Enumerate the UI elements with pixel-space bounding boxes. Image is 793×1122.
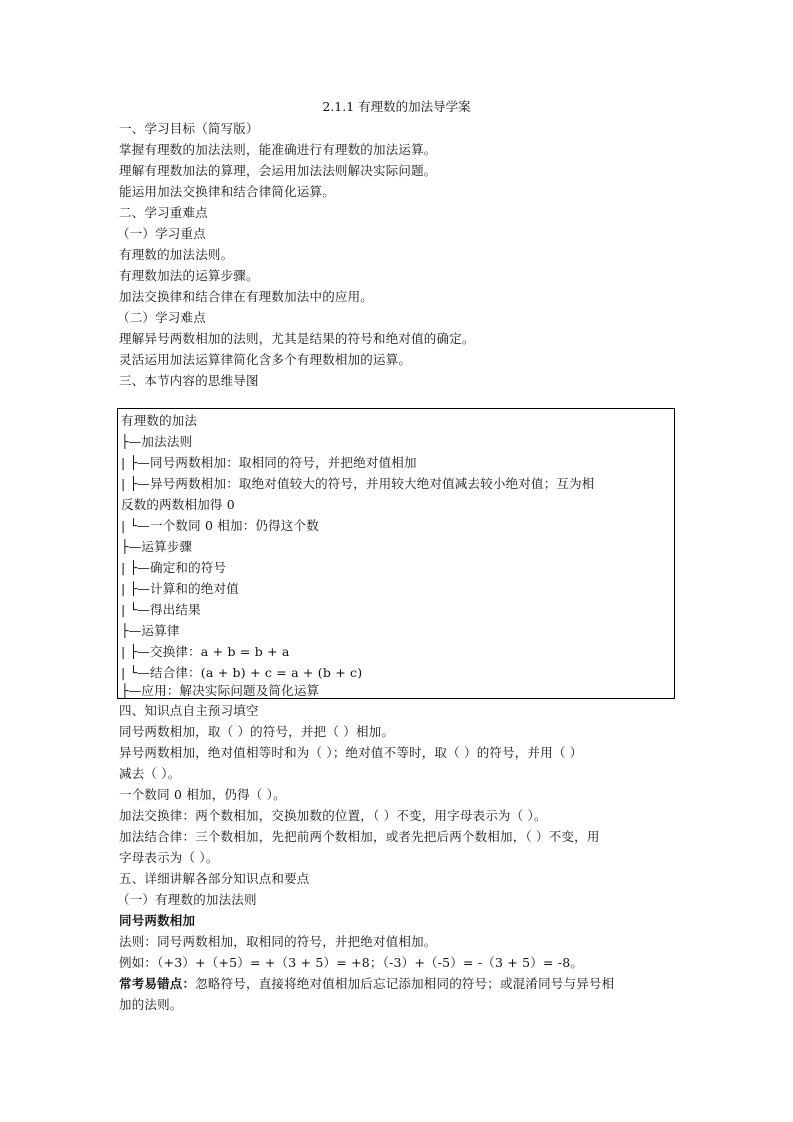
example-text: 例如：（+3）+（+5）= +（3 + 5）= +8；（-3）+（-5）= -（3 + 5）= -8。 [119, 955, 584, 970]
rule-text: 法则：同号两数相加，取相同的符号，并把绝对值相加。 [119, 934, 437, 949]
section-heading-prestudy: 四、知识点自主预习填空 [119, 703, 259, 718]
subheading-rules: （一）有理数的加法法则 [117, 892, 257, 907]
objective-item: 理解有理数加法的算理，会运用加法法则解决实际问题。 [119, 163, 437, 178]
fill-blank-question: 加法交换律：两个数相加，交换加数的位置，（ ）不变，用字母表示为（ ）。 [119, 808, 547, 823]
mindmap-node: | ├—确定和的符号 [121, 560, 227, 575]
difficulty-item: 理解异号两数相加的法则，尤其是结果的符号和绝对值的确定。 [119, 331, 475, 346]
fill-blank-question: 异号两数相加，绝对值相等时和为（ ）；绝对值不等时，取（ ）的符号，并用（ ） [119, 745, 583, 760]
fill-blank-question: 加法结合律：三个数相加，先把前两个数相加，或者先把后两个数相加，（ ）不变，用 [119, 829, 600, 844]
mindmap-node: | └—得出结果 [121, 602, 201, 617]
subheading-key: （一）学习重点 [117, 226, 206, 241]
fill-blank-question-cont: 减去（ ）。 [119, 766, 181, 781]
mindmap-node: | ├—同号两数相加：取相同的符号，并把绝对值相加 [121, 455, 417, 470]
bold-heading: 同号两数相加 [119, 913, 196, 928]
mindmap-node: | ├—异号两数相加：取绝对值较大的符号，并用较大绝对值减去较小绝对值；互为相 [121, 476, 595, 491]
fill-blank-question-cont: 字母表示为（ ）。 [119, 850, 219, 865]
section-heading-objectives: 一、学习目标（简写版） [119, 121, 259, 136]
page-title: 2.1.1 有理数的加法导学案 [322, 99, 471, 114]
mindmap-node: | ├—计算和的绝对值 [121, 581, 239, 596]
difficulty-item: 灵活运用加法运算律简化含多个有理数相加的运算。 [119, 352, 412, 367]
error-note-text: 忽略符号，直接将绝对值相加后忘记添加相同的符号；或混淆同号与异号相 [195, 976, 615, 991]
keypoint-item: 有理数加法的运算步骤。 [119, 268, 259, 283]
mindmap-node: ├—运算律 [121, 623, 180, 638]
mindmap-node: | ├—交换律：a + b = b + a [121, 644, 290, 659]
section-heading-explanation: 五、详细讲解各部分知识点和要点 [119, 871, 310, 886]
section-heading-mindmap: 三、本节内容的思维导图 [119, 373, 259, 388]
mindmap-box [117, 408, 675, 699]
error-note-label: 常考易错点： [119, 976, 196, 991]
mindmap-node: ├—应用：解决实际问题及简化运算 [121, 683, 320, 698]
keypoint-item: 有理数的加法法则。 [119, 247, 234, 262]
keypoint-item: 加法交换律和结合律在有理数加法中的应用。 [119, 289, 374, 304]
objective-item: 能运用加法交换律和结合律简化运算。 [119, 184, 335, 199]
mindmap-node: 反数的两数相加得 0 [121, 497, 235, 512]
fill-blank-question: 同号两数相加，取（ ）的符号，并把（ ）相加。 [119, 724, 395, 739]
mindmap-node: | └—一个数同 0 相加：仍得这个数 [121, 518, 319, 533]
objective-item: 掌握有理数的加法法则，能准确进行有理数的加法运算。 [119, 142, 437, 157]
error-note-cont: 加的法则。 [119, 997, 183, 1012]
mindmap-root: 有理数的加法 [121, 413, 198, 428]
subheading-difficulty: （二）学习难点 [117, 310, 206, 325]
error-note [119, 976, 614, 992]
mindmap-node: | └—结合律：(a + b) + c = a + (b + c) [121, 665, 363, 680]
fill-blank-question: 一个数同 0 相加，仍得（ ）。 [119, 787, 286, 802]
mindmap-node: ├—加法法则 [121, 434, 193, 449]
mindmap-node: ├—运算步骤 [121, 539, 193, 554]
section-heading-keypoints: 二、学习重难点 [119, 205, 208, 220]
